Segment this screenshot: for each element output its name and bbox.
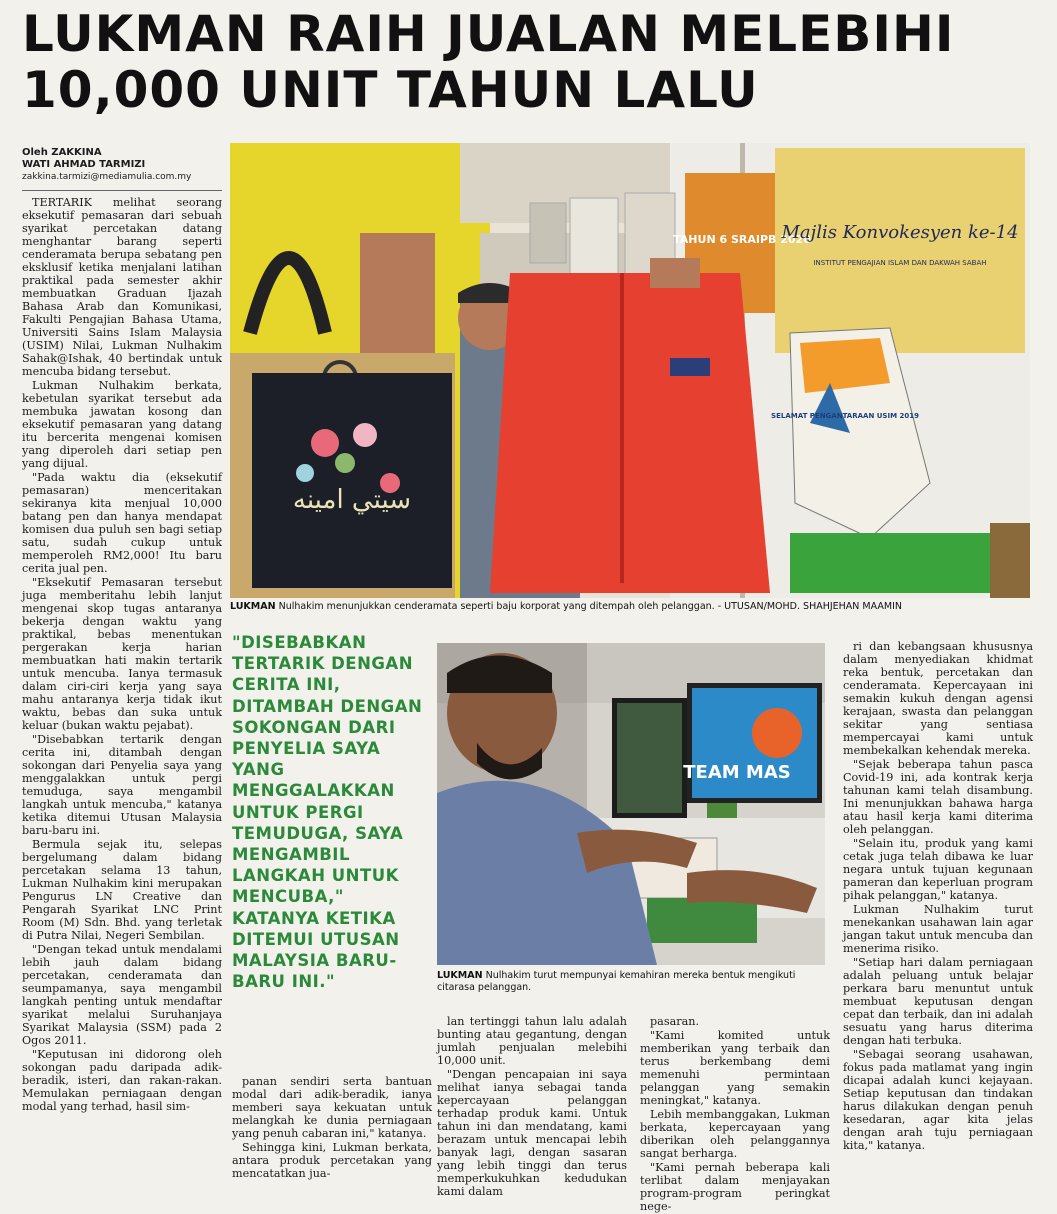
paragraph: TERTARIK melihat seorang eksekutif pemasaran dari sebuah syarikat percetakan datang menghantar barang seperti cenderamata berupa sebatang pen eksklusif ketika menjalani latihan praktikal pada semester akhir membuatkan Graduan Ijazah Bahasa Arab dan Komunikasi, Fakulti Pengajian Bahasa Utama, Universiti Sains Islam Malaysia (USIM) Nilai, Lukman Nulhakim Sahak@Ishak, 40 bertindak untuk mencuba bidang tersebut. xyxy=(22,196,222,378)
banner-majlis: Majlis Konvokesyen ke-14 xyxy=(781,222,1019,243)
byline-name-1: Oleh ZAKKINA xyxy=(22,147,102,158)
paragraph: Bermula sejak itu, selepas bergelumang dalam bidang percetakan selama 13 tahun, Lukman Nulhakim kini merupakan Pengurus LN Creative dan Pengarah Syarikat LNC Print Room (M) Sdn. Bhd. yang terletak di Putra Nilai, Negeri Sembilan. xyxy=(22,838,222,942)
byline-divider xyxy=(22,190,222,191)
photo-designer-caption xyxy=(437,970,827,994)
bag-calligraphy: سيتي امينه xyxy=(292,485,412,515)
article-column-1 xyxy=(22,196,222,1114)
photo-designer xyxy=(437,643,825,965)
pull-quote-text: "DISEBABKAN TERTARIK DENGAN CERITA INI, DITAMBAH DENGAN SOKONGAN DARI PENYELIA SAYA YANG MENGGALAKKAN UNTUK PERGI TEMUDUGA, SAYA MENGAMBIL LANGKAH UNTUK MENCUBA," KATANYA KETIKA DITEMUI UTUSAN MALAYSIA BARU-BARU INI." xyxy=(232,633,423,992)
pennant-text: SELAMAT PENGANTARAAN USIM 2019 xyxy=(771,412,919,420)
article-column-4 xyxy=(640,1015,830,1214)
paragraph: "Kami pernah beberapa kali terlibat dalam menjayakan program-program peringkat nege- xyxy=(640,1161,830,1213)
article-column-2 xyxy=(232,1075,432,1181)
headline: LUKMAN RAIH JUALAN MELEBIHI 10,000 UNIT TAHUN LALU xyxy=(22,5,955,119)
paragraph: ri dan kebangsaan khususnya dalam menyediakan khidmat reka bentuk, percetakan dan cenderamata. Kepercayaan ini semakin kukuh dengan agensi kerajaan, swasta dan pelanggan sekitar yang sentiasa mempercayai kami untuk membekalkan kehendak mereka. xyxy=(843,640,1033,757)
banner-tahun: TAHUN 6 SRAIPB 2020 xyxy=(673,233,811,246)
screen-text: TEAM MAS xyxy=(683,762,791,783)
paragraph: "Kami komited untuk memberikan yang terbaik dan terus berkembang demi memenuhi permintaan pelanggan yang semakin meningkat," katanya. xyxy=(640,1029,830,1107)
paragraph: "Dengan pencapaian ini saya melihat ianya sebagai tanda kepercayaan pelanggan terhadap produk kami. Untuk tahun ini dan mendatang, kami berazam untuk mencapai lebih banyak lagi, dengan sasaran yang lebih tinggi dan terus memperkukuhkan kedudukan kami dalam xyxy=(437,1068,627,1198)
article-column-3 xyxy=(437,1015,627,1199)
photo-designer-illustration xyxy=(437,643,825,965)
photo-souvenirs-illustration xyxy=(230,143,1030,598)
paragraph: "Setiap hari dalam perniagaan adalah peluang untuk belajar perkara baru menuntut untuk membuat keputusan dengan cepat dan terbaik, dan ini adalah sesuatu yang harus diterima dengan hati terbuka. xyxy=(843,956,1033,1047)
paragraph: "Sejak beberapa tahun pasca Covid-19 ini, ada kontrak kerja tahunan kami telah disambung. Ini menunjukkan bahawa harga atau hasil kerja kami diterima oleh pelanggan. xyxy=(843,758,1033,836)
caption-text: Nulhakim menunjukkan cenderamata seperti baju korporat yang ditempah oleh pelanggan. - UTUSAN/MOHD. SHAHJEHAN MAAMIN xyxy=(278,601,902,612)
pull-quote xyxy=(232,632,432,992)
paragraph: Lukman Nulhakim berkata, kebetulan syarikat tersebut ada membuka jawatan kosong dan eksekutif pemasaran yang datang itu bercerita mengenai komisen yang diperoleh dari setiap pen yang dijual. xyxy=(22,379,222,470)
paragraph: pasaran. xyxy=(650,1015,700,1028)
paragraph: "Eksekutif Pemasaran tersebut juga memberitahu lebih lanjut mengenai skop tugas antaranya bekerja dengan waktu yang praktikal, bebas menentukan pergerakan kerja harian membuatkan hati makin tertarik untuk mencuba. Ianya termasuk dalam ciri-ciri kerja yang saya mahu antaranya kerja tidak ikut waktu, bebas dan suka untuk keluar (bukan waktu pejabat). xyxy=(22,576,222,732)
byline-name-2: WATI AHMAD TARMIZI xyxy=(22,159,146,170)
paragraph: "Disebabkan tertarik dengan cerita ini, ditambah dengan sokongan dari Penyelia saya yang menggalakkan untuk pergi temuduga, saya mengambil langkah untuk mencuba," katanya ketika ditemui Utusan Malaysia baru-baru ini. xyxy=(22,733,222,837)
paragraph: "Dengan tekad untuk mendalami lebih jauh dalam bidang percetakan, cenderamata dan seumpamanya, saya mengambil langkah penting untuk mendaftar syarikat melalui Suruhanjaya Syarikat Malaysia (SSM) pada 2 Ogos 2011. xyxy=(22,943,222,1047)
caption-lead: LUKMAN xyxy=(230,601,276,612)
paragraph: "Sebagai seorang usahawan, fokus pada matlamat yang ingin dicapai adalah kunci kejayaan. Setiap keputusan dan tindakan harus dilakukan dengan penuh kesedaran, agar kita jelas dengan arah tuju perniagaan kita," katanya. xyxy=(843,1048,1033,1152)
photo-souvenirs-caption xyxy=(230,601,1040,613)
paragraph: Lukman Nulhakim turut menekankan usahawan lain agar jangan takut untuk mencuba dan menerima risiko. xyxy=(843,903,1033,955)
caption-text: Nulhakim turut mempunyai kemahiran mereka bentuk mengikuti citarasa pelanggan. xyxy=(437,970,796,993)
caption-lead: LUKMAN xyxy=(437,970,483,981)
paragraph: "Keputusan ini didorong oleh sokongan padu daripada adik-beradik, isteri, dan rakan-rakan. Memulakan perniagaan dengan modal yang terhad, hasil sim- xyxy=(22,1048,222,1113)
paragraph: panan sendiri serta bantuan modal dari adik-beradik, ianya memberi saya kekuatan untuk melangkah ke dunia perniagaan yang penuh cabaran ini," katanya. xyxy=(232,1075,432,1140)
banner-institut: INSTITUT PENGAJIAN ISLAM DAN DAKWAH SABAH xyxy=(813,259,987,267)
byline-email: zakkina.tarmizi@mediamulia.com.my xyxy=(22,172,192,182)
byline xyxy=(22,147,222,183)
paragraph: Sehingga kini, Lukman berkata, antara produk percetakan yang mencatatkan jua- xyxy=(232,1141,432,1180)
article-column-5 xyxy=(843,640,1033,1153)
paragraph: lan tertinggi tahun lalu adalah bunting atau gegantung, dengan jumlah penjualan melebihi 10,000 unit. xyxy=(437,1015,627,1067)
paragraph: "Pada waktu dia (eksekutif pemasaran) menceritakan sekiranya kita menjual 10,000 batang pen dan hanya mendapat komisen dua puluh sen bagi setiap satu, sudah cukup untuk memperoleh RM2,000! Itu baru cerita jual pen. xyxy=(22,471,222,575)
paragraph: Lebih membanggakan, Lukman berkata, kepercayaan yang diberikan oleh pelanggannya sangat berharga. xyxy=(640,1108,830,1160)
photo-souvenirs xyxy=(230,143,1030,598)
paragraph: "Selain itu, produk yang kami cetak juga telah dibawa ke luar negara untuk tujuan kegunaan pameran dan keperluan program pihak pelanggan," katanya. xyxy=(843,837,1033,902)
